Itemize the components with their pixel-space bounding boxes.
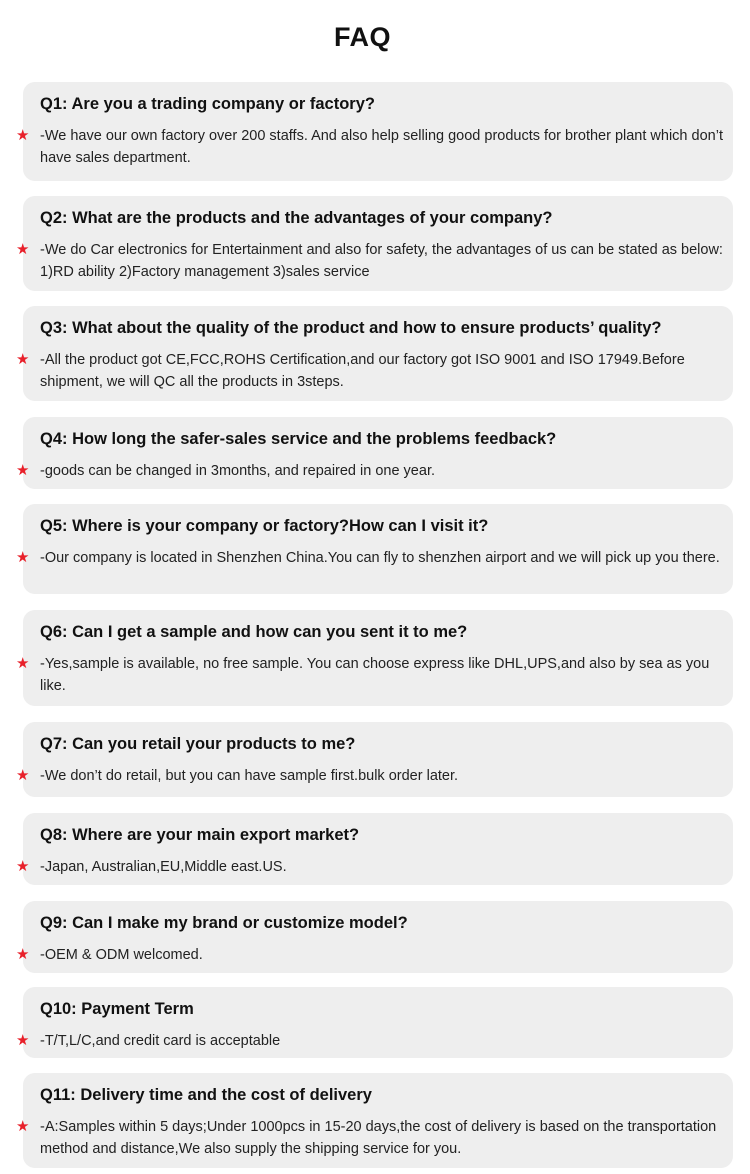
faq-answer: -Japan, Australian,EU,Middle east.US.	[40, 859, 287, 875]
faq-answer: -We don’t do retail, but you can have sample first.bulk order later.	[40, 768, 459, 784]
faq-card-q3	[16, 306, 733, 401]
red-star-icon: ★	[16, 1032, 30, 1049]
faq-question: Q9: Can I make my brand or customize model?	[40, 914, 408, 932]
red-star-icon: ★	[16, 351, 30, 368]
red-star-icon: ★	[16, 462, 30, 479]
red-star-icon: ★	[16, 1118, 30, 1135]
faq-answer: -OEM & ODM welcomed.	[40, 947, 203, 963]
faq-question: Q4: How long the safer-sales service and the problems feedback?	[40, 430, 557, 448]
red-star-icon: ★	[16, 549, 30, 566]
faq-question: Q7: Can you retail your products to me?	[40, 735, 356, 753]
faq-card-q2	[16, 196, 733, 291]
faq-answer: -All the product got CE,FCC,ROHS Certification,and our factory got ISO 9001 and ISO 17949.Before shipment, we will QC all the products in 3steps.	[40, 352, 685, 390]
faq-answer: -A:Samples within 5 days;Under 1000pcs in 15-20 days,the cost of delivery is based on the transportation method and distance,We also supply the shipping service for you.	[40, 1119, 717, 1157]
faq-card-q1	[16, 82, 733, 181]
faq-card-q5	[16, 504, 733, 594]
faq-question: Q11: Delivery time and the cost of delivery	[40, 1086, 372, 1104]
red-star-icon: ★	[16, 127, 30, 144]
red-star-icon: ★	[16, 767, 30, 784]
faq-card-q8	[16, 813, 733, 885]
faq-answer: -Our company is located in Shenzhen China.You can fly to shenzhen airport and we will pick up you there.	[40, 550, 720, 566]
page-title: FAQ	[333, 22, 391, 52]
faq-question: Q10: Payment Term	[40, 1000, 194, 1018]
red-star-icon: ★	[16, 858, 30, 875]
faq-question: Q1: Are you a trading company or factory?	[40, 95, 375, 113]
faq-question: Q3: What about the quality of the product and how to ensure products’ quality?	[40, 319, 662, 337]
faq-question: Q6: Can I get a sample and how can you sent it to me?	[40, 623, 468, 641]
red-star-icon: ★	[16, 655, 30, 672]
faq-answer: -We do Car electronics for Entertainment and also for safety, the advantages of us can be stated as below: 1)RD ability 2)Factory management 3)sales service	[40, 242, 723, 280]
faq-card-q11	[16, 1073, 733, 1168]
faq-answer: -T/T,L/C,and credit card is acceptable	[40, 1033, 281, 1049]
faq-answer: -Yes,sample is available, no free sample. You can choose express like DHL,UPS,and also by sea as you like.	[40, 656, 710, 694]
faq-card-q10	[16, 987, 733, 1058]
faq-question: Q2: What are the products and the advantages of your company?	[40, 209, 553, 227]
faq-card-q9	[16, 901, 733, 973]
red-star-icon: ★	[16, 946, 30, 963]
faq-card-q6	[16, 610, 733, 706]
faq-card-q7	[16, 722, 733, 797]
faq-card-q4	[16, 417, 733, 489]
faq-answer: -We have our own factory over 200 staffs. And also help selling good products for brother plant which don’t have sales department.	[40, 128, 723, 166]
faq-answer: -goods can be changed in 3months, and repaired in one year.	[40, 463, 435, 479]
faq-question: Q5: Where is your company or factory?How can I visit it?	[40, 517, 489, 535]
faq-question: Q8: Where are your main export market?	[40, 826, 360, 844]
red-star-icon: ★	[16, 241, 30, 258]
